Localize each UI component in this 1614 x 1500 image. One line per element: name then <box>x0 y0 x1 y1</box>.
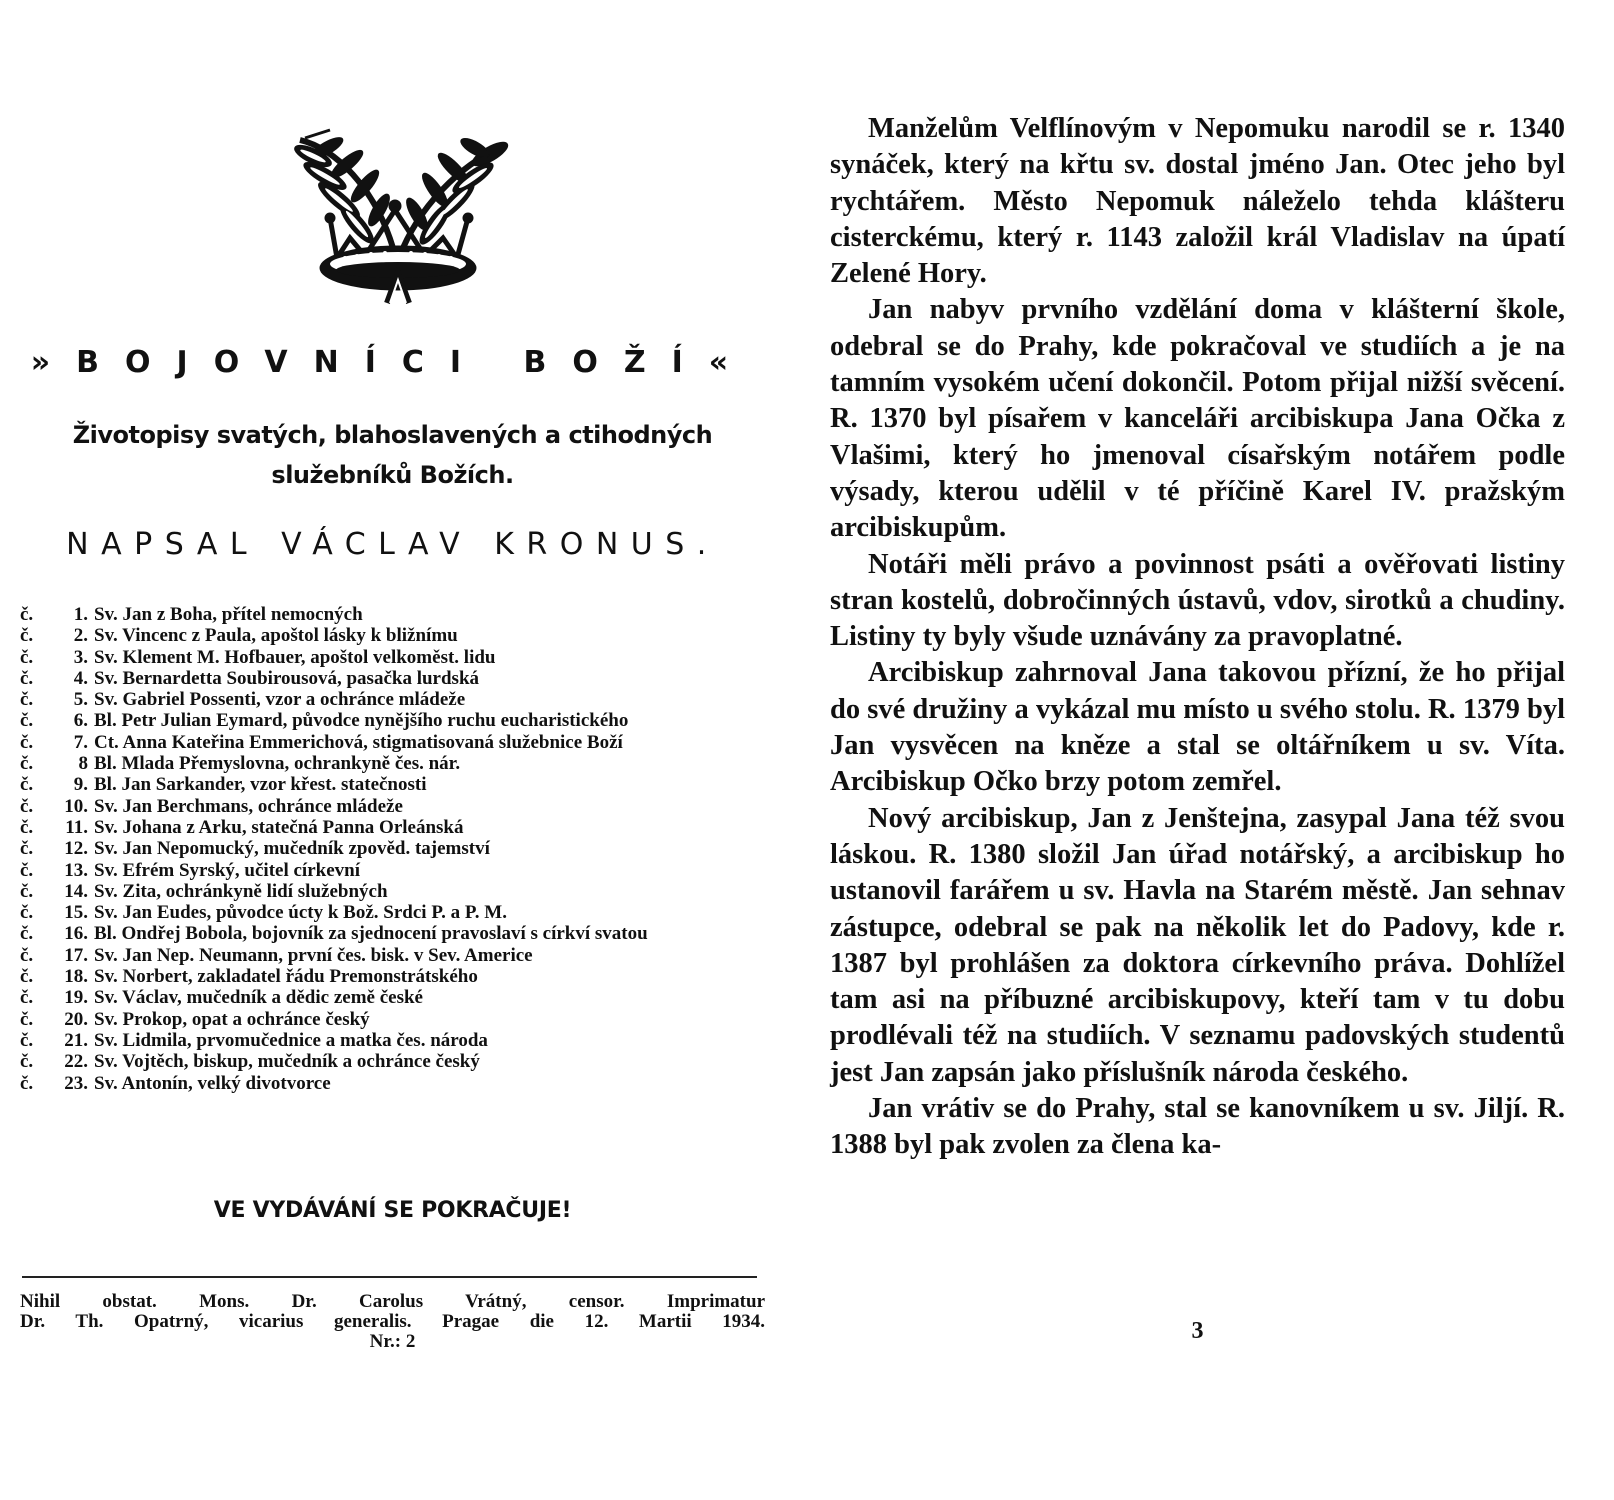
volume-title: Sv. Jan Berchmans, ochránce mládeže <box>94 795 403 817</box>
volume-number: 20. <box>64 1008 88 1030</box>
volume-item <box>20 945 765 966</box>
volume-title: Bl. Petr Julian Eymard, původce nynějšího ruchu eucharistického <box>94 710 629 732</box>
volume-number: 11. <box>65 816 88 838</box>
volume-prefix: č. <box>20 795 34 817</box>
volume-number: 3. <box>73 646 88 668</box>
volume-item <box>20 604 765 625</box>
volume-item <box>20 1073 765 1094</box>
volume-item <box>20 860 765 881</box>
volume-title: Sv. Antonín, velký divotvorce <box>94 1072 331 1094</box>
volume-title: Sv. Zita, ochránkyně lidí služebných <box>94 880 388 902</box>
imprimatur-line: Nihil obstat. Mons. Dr. Carolus Vrátný, censor. Imprimatur <box>20 1291 765 1312</box>
volume-item <box>20 710 765 731</box>
volume-item <box>20 902 765 923</box>
paragraph: Arcibiskup zahrnoval Jana takovou přízní, že ho přijal do své družiny a vykázal mu místo u svého stolu. R. 1379 byl Jan vysvěcen na kněze a stal se oltářníkem u sv. Víta. Arcibiskup Očko brzy potom zemřel. <box>830 657 1565 798</box>
continuation-notice: VE VYDÁVÁNÍ SE POKRAČUJE! <box>213 1198 572 1223</box>
series-title: »BOJOVNÍCI BOŽÍ« <box>30 345 755 380</box>
subtitle-line: služebníků Božích. <box>271 461 514 489</box>
volume-number: 10. <box>64 795 88 817</box>
volume-title: Sv. Gabriel Possenti, vzor a ochránce mládeže <box>94 689 466 711</box>
series-subtitle <box>20 415 765 495</box>
volume-item <box>20 689 765 710</box>
volume-item <box>20 753 765 774</box>
volume-title: Sv. Lidmila, prvomučednice a matka čes. národa <box>94 1029 488 1051</box>
volume-prefix: č. <box>20 816 34 838</box>
divider-rule <box>22 1276 757 1278</box>
subtitle-line: Životopisy svatých, blahoslavených a ctihodných <box>72 421 713 449</box>
volume-number: 23. <box>64 1072 88 1094</box>
volume-prefix: č. <box>20 1008 34 1030</box>
volume-prefix: č. <box>20 1029 34 1051</box>
volume-title: Sv. Jan Nep. Neumann, první čes. bisk. v Sev. Americe <box>94 944 533 966</box>
volume-prefix: č. <box>20 966 34 988</box>
volume-prefix: č. <box>20 902 34 924</box>
volume-prefix: č. <box>20 667 34 689</box>
crown-palm-emblem-icon <box>275 118 520 308</box>
volume-number: 5. <box>73 689 88 711</box>
volume-title: Sv. Klement M. Hofbauer, apoštol velkoměst. lidu <box>94 646 496 668</box>
volume-prefix: č. <box>20 923 34 945</box>
volume-title: Bl. Jan Sarkander, vzor křest. statečnosti <box>94 774 427 796</box>
volume-number: 13. <box>64 859 88 881</box>
volume-item <box>20 966 765 987</box>
paragraph: Nový arcibiskup, Jan z Jenštejna, zasypal Jana též svou láskou. R. 1380 složil Jan úřad notářský, a arcibiskup ho ustanovil farářem u sv. Havla na Starém městě. Jan sehnav zástupce, odebral se pak na několik let do Padovy, kde r. 1387 byl prohlášen za doktora církevního práva. Dohlížel tam asi na příbuzné arcibiskupovy, kteří tam v tu dobu prodlévali též na studiích. V seznamu padovských studentů jest Jan zapsán jako příslušník národa českého. <box>830 802 1565 1088</box>
volume-item <box>20 774 765 795</box>
volume-title: Sv. Norbert, zakladatel řádu Premonstrátského <box>94 966 478 988</box>
volume-number: 6. <box>73 710 88 732</box>
volume-number: 9. <box>73 774 88 796</box>
imprimatur-note <box>20 1292 765 1352</box>
volume-title: Sv. Jan Nepomucký, mučedník zpověd. tajemství <box>94 838 490 860</box>
volume-number: 17. <box>64 944 88 966</box>
volume-prefix: č. <box>20 1072 34 1094</box>
paragraph: Jan nabyv prvního vzdělání doma v klášterní škole, odebral se do Prahy, kde pokračoval ve studiích a je na tamním vysokém učení dokončil. Potom přijal nižší svěcení. R. 1370 byl písařem v kanceláři arcibiskupa Jana Očka z Vlašimi, který ho jmenoval císařským notářem podle výsady, kterou udělil v té příčině Karel IV. pražským arcibiskupům. <box>830 294 1565 544</box>
volume-number: 7. <box>73 731 88 753</box>
volume-title: Ct. Anna Kateřina Emmerichová, stigmatisovaná služebnice Boží <box>94 731 623 753</box>
volume-prefix: č. <box>20 625 34 647</box>
volume-number: 1. <box>73 604 88 625</box>
volume-title: Bl. Ondřej Bobola, bojovník za sjednocení pravoslaví s církví svatou <box>94 923 648 945</box>
volume-title: Sv. Jan Eudes, původce úcty k Bož. Srdci P. a P. M. <box>94 902 507 924</box>
volume-prefix: č. <box>20 774 34 796</box>
volume-number: 15. <box>64 902 88 924</box>
volume-title: Sv. Prokop, opat a ochránce český <box>94 1008 370 1030</box>
imprimatur-number: Nr.: 2 <box>369 1331 416 1352</box>
left-page <box>20 0 765 1500</box>
volume-number: 4. <box>73 667 88 689</box>
volume-number: 21. <box>64 1029 88 1051</box>
volume-title: Sv. Jan z Boha, přítel nemocných <box>94 604 363 625</box>
volume-title: Sv. Vojtěch, biskup, mučedník a ochránce český <box>94 1051 480 1073</box>
volume-title: Sv. Bernardetta Soubirousová, pasačka lurdská <box>94 667 480 689</box>
body-text <box>830 111 1565 1164</box>
volume-title: Sv. Johana z Arku, statečná Panna Orleánská <box>94 816 464 838</box>
right-page <box>830 0 1565 1500</box>
volume-item <box>20 1030 765 1051</box>
volume-item <box>20 668 765 689</box>
volume-item <box>20 732 765 753</box>
volume-prefix: č. <box>20 859 34 881</box>
volume-item <box>20 817 765 838</box>
volume-item <box>20 838 765 859</box>
author-line: NAPSAL VÁCLAV KRONUS. <box>66 527 719 562</box>
volume-item <box>20 987 765 1008</box>
volume-prefix: č. <box>20 604 34 625</box>
volume-item <box>20 796 765 817</box>
volume-prefix: č. <box>20 753 34 775</box>
volume-prefix: č. <box>20 987 34 1009</box>
volume-title: Sv. Vincenc z Paula, apoštol lásky k bližnímu <box>94 625 458 647</box>
volume-number: 12. <box>64 838 88 860</box>
volume-number: 22. <box>64 1051 88 1073</box>
volume-prefix: č. <box>20 689 34 711</box>
volume-prefix: č. <box>20 944 34 966</box>
volume-item <box>20 923 765 944</box>
volume-number: 18. <box>64 966 88 988</box>
volume-prefix: č. <box>20 710 34 732</box>
volume-prefix: č. <box>20 646 34 668</box>
volume-title: Sv. Václav, mučedník a dědic země české <box>94 987 423 1009</box>
volume-item <box>20 625 765 646</box>
paragraph: Manželům Velflínovým v Nepomuku narodil se r. 1340 synáček, který na křtu sv. dostal jméno Jan. Otec jeho byl rychtářem. Město Nepomuk náleželo tehda klášteru cisterckému, který r. 1143 založil král Vladislav na úpatí Zelené Hory. <box>830 113 1565 290</box>
volume-item <box>20 881 765 902</box>
volume-prefix: č. <box>20 880 34 902</box>
volume-number: 14. <box>64 880 88 902</box>
volume-number: 16. <box>64 923 88 945</box>
volume-title: Bl. Mlada Přemyslovna, ochrankyně čes. nár. <box>94 753 461 775</box>
volume-prefix: č. <box>20 731 34 753</box>
volume-item <box>20 1009 765 1030</box>
volume-title: Sv. Efrém Syrský, učitel církevní <box>94 859 360 881</box>
volume-item <box>20 1051 765 1072</box>
volume-number: 19. <box>64 987 88 1009</box>
volume-number: 2. <box>73 625 88 647</box>
volume-prefix: č. <box>20 838 34 860</box>
volume-number: 8 <box>78 753 88 775</box>
crown-icon <box>275 118 520 308</box>
volume-item <box>20 647 765 668</box>
imprimatur-line: Dr. Th. Opatrný, vicarius generalis. Pragae die 12. Martii 1934. <box>20 1311 765 1332</box>
paragraph: Jan vrátiv se do Prahy, stal se kanovníkem u sv. Jiljí. R. 1388 byl pak zvolen za člena ka- <box>830 1093 1565 1161</box>
paragraph: Notáři měli právo a povinnost psáti a ověřovati listiny stran kostelů, dobročinných ústavů, vdov, sirotků a chudiny. Listiny ty byly všude uznávány za pravoplatné. <box>830 548 1565 653</box>
page-number: 3 <box>1191 1318 1204 1344</box>
volume-list <box>20 604 765 1094</box>
volume-prefix: č. <box>20 1051 34 1073</box>
